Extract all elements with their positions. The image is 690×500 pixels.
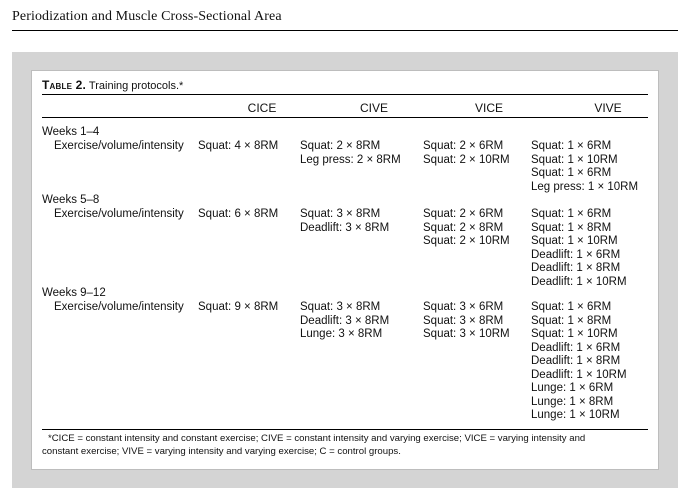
cell-line: Squat: 1 × 8RM bbox=[531, 221, 612, 234]
cell-line: Squat: 9 × 8RM bbox=[198, 301, 279, 313]
cell-line: Squat: 1 × 6RM bbox=[531, 301, 612, 313]
row-label: Exercise/volume/intensity bbox=[54, 140, 184, 152]
cell-line: Squat: 4 × 8RM bbox=[198, 140, 279, 152]
weeks-label: Weeks 9–12 bbox=[42, 287, 106, 299]
cell-vive bbox=[531, 140, 638, 194]
cell-line: Deadlift: 3 × 8RM bbox=[300, 221, 390, 234]
cell-line: Squat: 3 × 8RM bbox=[300, 301, 381, 313]
cell-line: Squat: 2 × 10RM bbox=[423, 235, 510, 247]
cell-line: Squat: 3 × 8RM bbox=[423, 314, 504, 327]
column-header-cice: CICE bbox=[247, 101, 277, 115]
table-header-rule bbox=[42, 117, 648, 118]
cell-line: Squat: 2 × 10RM bbox=[423, 153, 510, 166]
column-header-vice: VICE bbox=[474, 101, 503, 115]
cell-line: Squat: 2 × 8RM bbox=[300, 140, 381, 152]
cell-line: Squat: 2 × 6RM bbox=[423, 208, 504, 220]
cell-line: Lunge: 1 × 8RM bbox=[531, 395, 614, 408]
cell-cice bbox=[198, 301, 278, 315]
cell-line: Squat: 1 × 6RM bbox=[531, 140, 612, 152]
cell-line: Deadlift: 1 × 6RM bbox=[531, 341, 621, 354]
cell-cive bbox=[300, 301, 389, 342]
cell-line: Squat: 1 × 6RM bbox=[531, 167, 612, 179]
table-bottom-rule bbox=[42, 429, 648, 430]
table-card bbox=[31, 70, 659, 470]
running-head: Periodization and Muscle Cross-Sectional Area bbox=[12, 9, 282, 24]
cell-line: Deadlift: 1 × 8RM bbox=[531, 355, 621, 367]
cell-line: Deadlift: 1 × 6RM bbox=[531, 248, 621, 261]
footnote-line: constant exercise; VIVE = varying intensity and varying exercise; C = control groups. bbox=[42, 445, 401, 457]
weeks-label: Weeks 5–8 bbox=[42, 194, 100, 206]
cell-line: Deadlift: 3 × 8RM bbox=[300, 314, 390, 327]
cell-cive bbox=[300, 208, 389, 235]
cell-vive bbox=[531, 208, 627, 289]
cell-line: Squat: 3 × 10RM bbox=[423, 328, 510, 340]
cell-line: Deadlift: 1 × 10RM bbox=[531, 275, 627, 288]
footnote-line: *CICE = constant intensity and constant exercise; CIVE = constant intensity and varying exercise; VICE = varying intensity and bbox=[48, 433, 586, 444]
table-label: Table 2. bbox=[42, 78, 87, 92]
table-panel bbox=[12, 52, 678, 488]
cell-line: Squat: 3 × 6RM bbox=[423, 301, 504, 313]
cell-line: Leg press: 2 × 8RM bbox=[300, 153, 401, 166]
cell-line: Lunge: 1 × 6RM bbox=[531, 382, 614, 394]
cell-line: Squat: 1 × 10RM bbox=[531, 235, 618, 247]
cell-vive bbox=[531, 301, 627, 423]
cell-cive bbox=[300, 140, 401, 167]
header-rule bbox=[12, 30, 678, 31]
cell-cice bbox=[198, 208, 278, 222]
table-title: Training protocols.* bbox=[88, 80, 184, 92]
weeks-label: Weeks 1–4 bbox=[42, 126, 100, 138]
cell-line: Squat: 6 × 8RM bbox=[198, 208, 279, 220]
cell-line: Squat: 1 × 8RM bbox=[531, 314, 612, 327]
cell-line: Deadlift: 1 × 10RM bbox=[531, 368, 627, 381]
cell-line: Squat: 2 × 6RM bbox=[423, 140, 504, 152]
cell-vice bbox=[423, 301, 510, 342]
table-caption bbox=[42, 78, 183, 92]
cell-line: Lunge: 1 × 10RM bbox=[531, 409, 620, 421]
cell-line: Squat: 1 × 10RM bbox=[531, 153, 618, 166]
cell-line: Deadlift: 1 × 8RM bbox=[531, 262, 621, 274]
table-top-rule bbox=[42, 94, 648, 95]
cell-line: Squat: 2 × 8RM bbox=[423, 221, 504, 234]
row-label: Exercise/volume/intensity bbox=[54, 301, 184, 313]
cell-cice bbox=[198, 140, 278, 154]
row-label: Exercise/volume/intensity bbox=[54, 208, 184, 220]
cell-line: Leg press: 1 × 10RM bbox=[531, 180, 639, 193]
column-header-vive: VIVE bbox=[594, 101, 622, 115]
cell-line: Lunge: 3 × 8RM bbox=[300, 328, 383, 340]
table-footnote bbox=[42, 433, 650, 458]
cell-line: Squat: 1 × 10RM bbox=[531, 328, 618, 340]
cell-line: Squat: 3 × 8RM bbox=[300, 208, 381, 220]
column-header-cive: CIVE bbox=[359, 101, 388, 115]
cell-vice bbox=[423, 140, 510, 167]
cell-line: Squat: 1 × 6RM bbox=[531, 208, 612, 220]
cell-vice bbox=[423, 208, 510, 249]
